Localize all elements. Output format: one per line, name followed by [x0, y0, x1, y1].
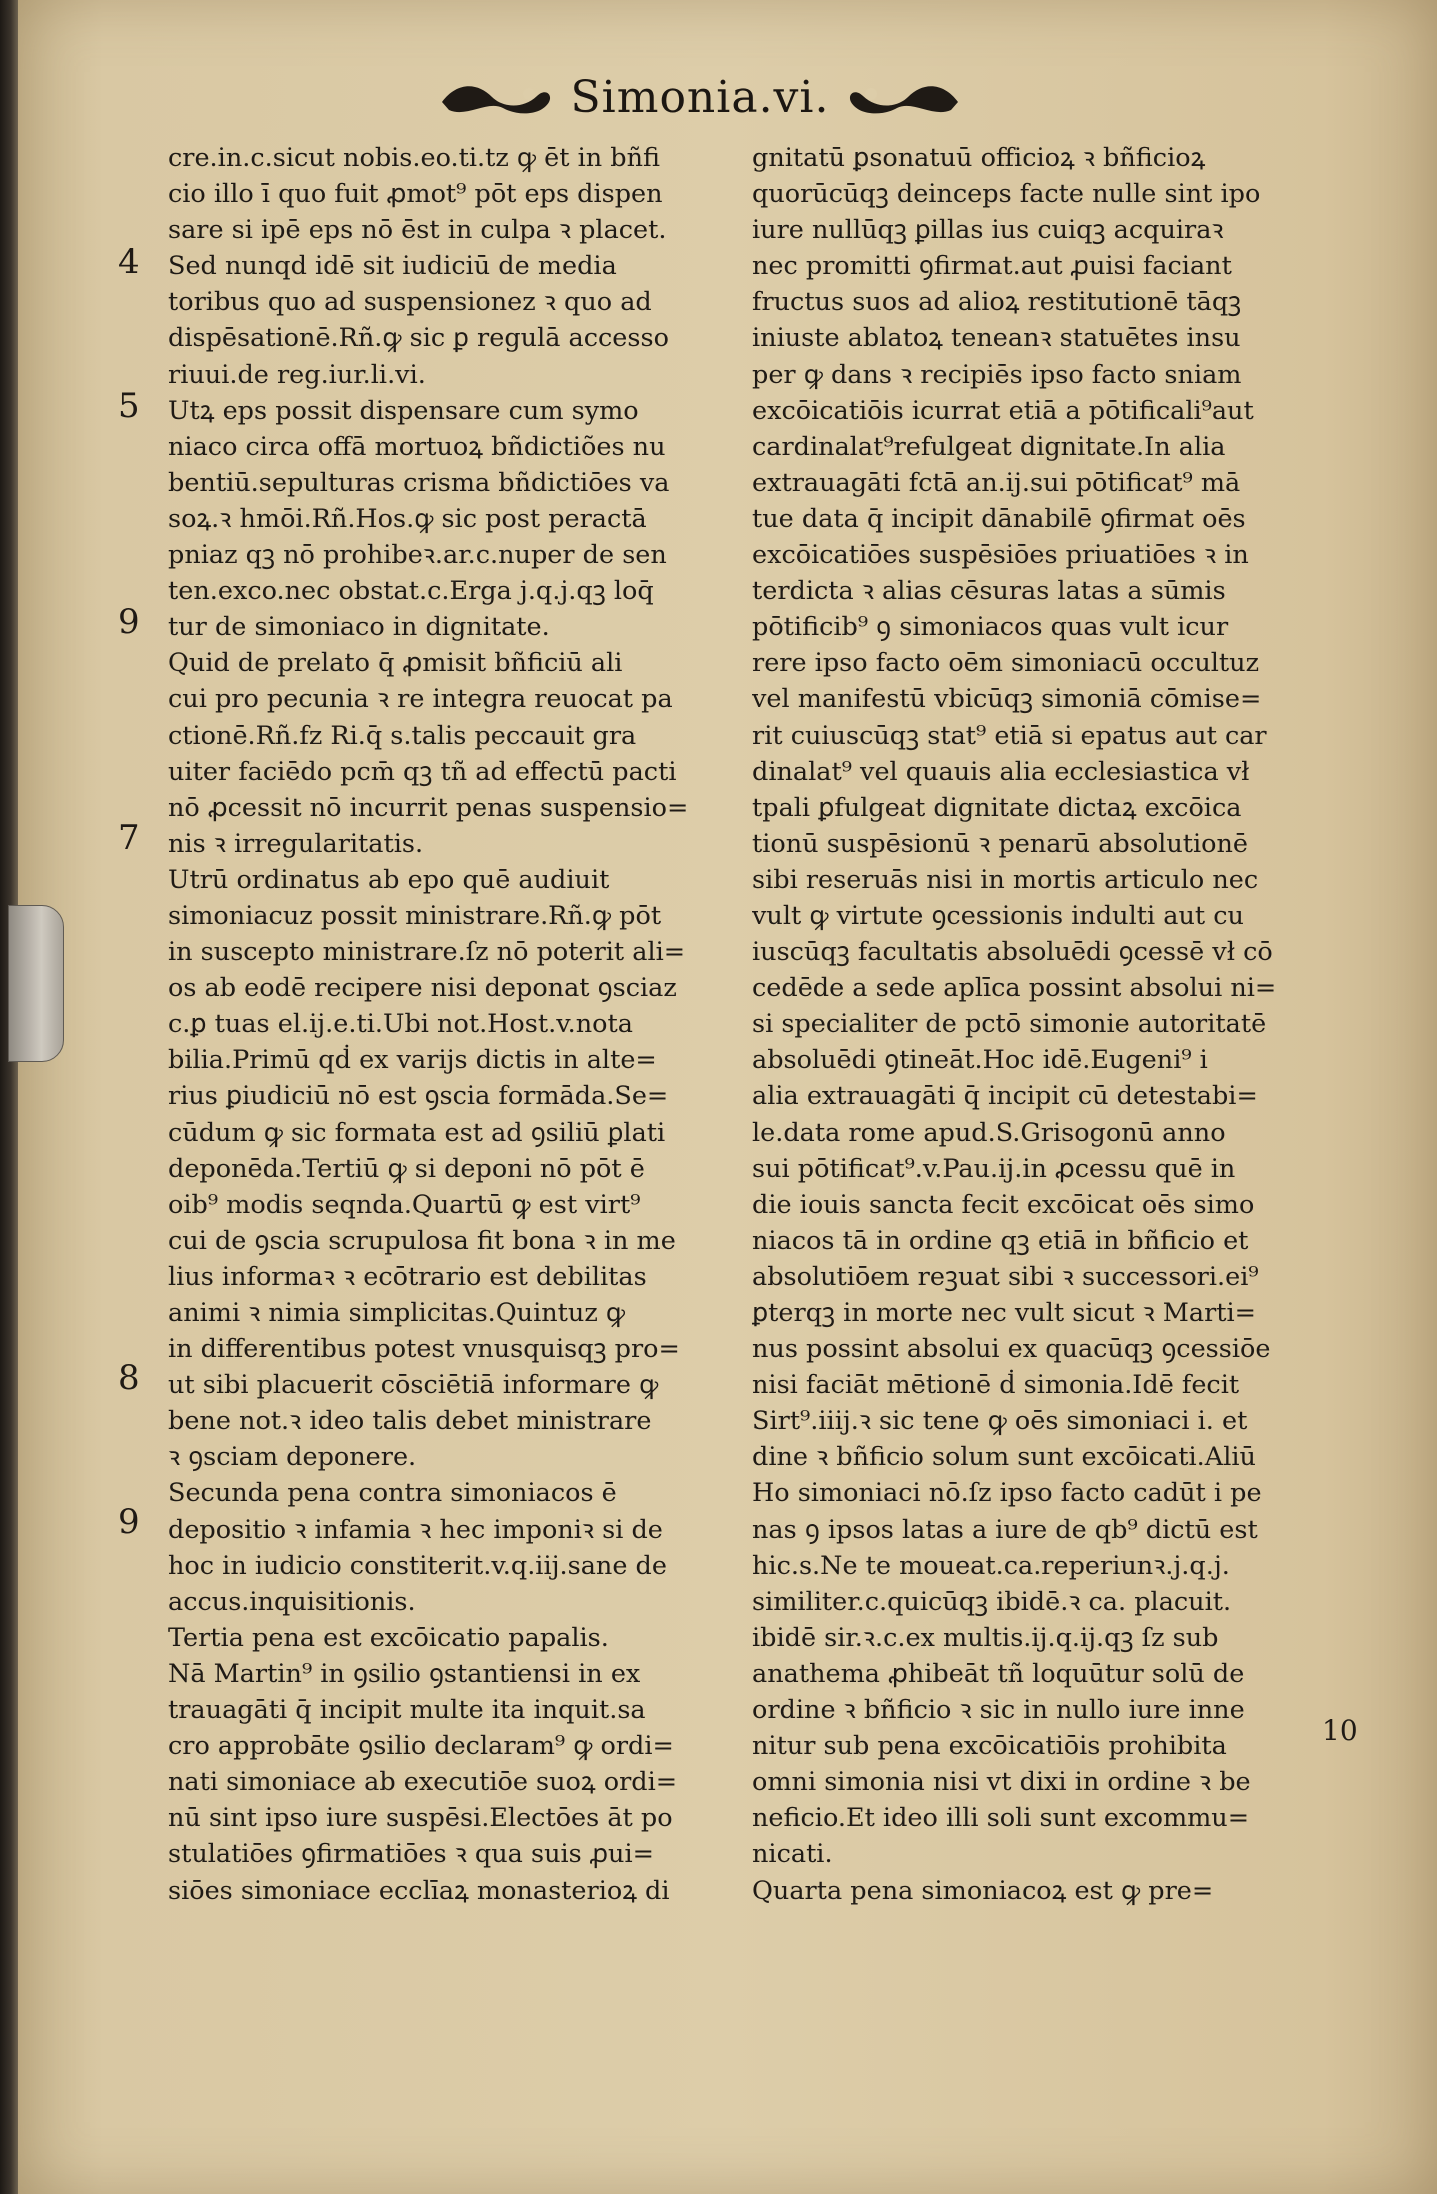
text-line: rit cuiuscūqꝫ stat⁹ etiā si epatus aut car	[752, 720, 1267, 751]
text-line: niacos tā in ordine qꝫ etiā in bñficio et	[752, 1225, 1249, 1256]
text-line: Secunda pena contra simoniacos ē	[168, 1478, 617, 1509]
text-line: per ꝙ dans ꝛ recipiēs ipso facto sniam	[752, 359, 1242, 390]
text-line: siōes simoniace ecclīaꝝ monasterioꝝ di	[168, 1875, 670, 1906]
text-line: in suscepto ministrare.ſz nō poterit ali=	[168, 937, 686, 968]
text-line: cūdum ꝙ sic formata est ad ꝯsiliū ꝑlati	[168, 1117, 666, 1148]
text-line: depositio ꝛ infamia ꝛ hec imponiꝛ si de	[168, 1514, 663, 1545]
page-title: Simonia.vi.	[570, 71, 830, 123]
text-line: niaco circa offā mortuoꝝ bñdictiões nu	[168, 431, 666, 462]
text-line: nas ꝯ ipsos latas a iure de qb⁹ dictū est	[752, 1514, 1258, 1545]
text-line: nicati.	[752, 1839, 833, 1870]
text-line: excōicatiōis icurrat etiā a pōtificali⁹aut	[752, 395, 1254, 426]
text-line: Sirt⁹.iiij.ꝛ sic tene ꝙ oēs simoniaci i. et	[752, 1406, 1248, 1437]
text-line: iure nullūqꝫ ꝑillas ius cuiqꝫ acquiraꝛ	[752, 215, 1224, 246]
text-line: accus.inquisitionis.	[168, 1586, 416, 1617]
folio-number: 10	[1322, 1714, 1358, 1747]
text-line: anathema ꝓhibeāt tñ loquūtur solū de	[752, 1658, 1245, 1689]
text-line: si specialiter de pctō simonie autoritatē	[752, 1009, 1267, 1040]
text-line: dinalat⁹ vel quauis alia ecclesiastica vł	[752, 756, 1250, 787]
text-line: hoc in iudicio constiterit.v.q.iij.sane de	[168, 1550, 667, 1581]
text-line: deponēda.Tertiū ꝙ si deponi nō pōt ē	[168, 1153, 645, 1184]
text-line: bilia.Primū qḋ ex varijs dictis in alte=	[168, 1045, 657, 1076]
text-line: cardinalat⁹refulgeat dignitate.In alia	[752, 431, 1226, 462]
text-line: rius ꝑiudiciū nō est ꝯscia formāda.Se=	[168, 1081, 669, 1112]
text-line: nisi faciāt mētionē ḋ simonia.Idē fecit	[752, 1370, 1240, 1401]
text-line: simoniacuz possit ministrare.Rñ.ꝙ pōt	[168, 900, 662, 931]
margin-number: 9	[118, 1502, 140, 1542]
margin-number: 5	[118, 386, 140, 426]
text-line: sui pōtificat⁹.v.Pau.ij.in ꝓcessu quē in	[752, 1153, 1236, 1184]
text-line: dispēsationē.Rñ.ꝙ sic ꝑ regulā accesso	[168, 323, 669, 354]
text-line: fructus suos ad alioꝝ restitutionē tāqꝫ	[752, 287, 1242, 318]
text-line: rere ipso facto oēm simoniacū occultuz	[752, 648, 1260, 679]
text-line: cedēde a sede aplīca possint absolui ni=	[752, 973, 1277, 1004]
text-line: vel manifestū vbicūqꝫ simoniā cōmise=	[752, 684, 1262, 715]
text-line: nec promitti ꝯfirmat.aut ꝓuisi faciant	[752, 251, 1232, 282]
running-header	[420, 62, 980, 132]
text-line: extrauagāti fctā an.ij.sui pōtificat⁹ mā	[752, 467, 1241, 498]
text-line: nis ꝛ irregularitatis.	[168, 828, 424, 859]
text-line: stulatiōes ꝯfirmatiōes ꝛ qua suis ꝓui=	[168, 1839, 654, 1870]
text-line: uiter faciēdo pcm̄ qꝫ tñ ad effectū pacti	[168, 756, 677, 787]
margin-number: 4	[118, 242, 140, 282]
text-line: oib⁹ modis seqnda.Quartū ꝙ est virt⁹	[168, 1189, 641, 1220]
text-line: nitur sub pena excōicatiōis prohibita	[752, 1731, 1227, 1762]
text-line: hic.s.Ne te moueat.ca.reperiunꝛ.j.q.j.	[752, 1550, 1230, 1581]
text-line: die iouis sancta fecit excōicat oēs simo	[752, 1189, 1255, 1220]
text-line: ꝛ ꝯsciam deponere.	[168, 1442, 417, 1473]
text-line: nū sint ipso iure suspēsi.Electōes āt po	[168, 1803, 673, 1834]
text-column-right	[752, 140, 1342, 1909]
text-line: toribus quo ad suspensionez ꝛ quo ad	[168, 287, 652, 318]
text-line: bentiū.sepulturas crisma bñdictiōes va	[168, 467, 670, 498]
text-line: Sed nunqd idē sit iudiciū de media	[168, 251, 617, 282]
text-line: quorūcūqꝫ deinceps facte nulle sint ipo	[752, 179, 1261, 210]
text-line: bene not.ꝛ ideo talis debet ministrare	[168, 1406, 652, 1437]
text-line: omni simonia nisi vt dixi in ordine ꝛ be	[752, 1767, 1251, 1798]
text-line: absolutiōem reꝫuat sibi ꝛ successori.ei⁹	[752, 1261, 1259, 1292]
text-line: dine ꝛ bñficio solum sunt excōicati.Aliū	[752, 1442, 1256, 1473]
text-line: soꝝ.ꝛ hmōi.Rñ.Hos.ꝙ sic post peractā	[168, 503, 647, 534]
text-line: tur de simoniaco in dignitate.	[168, 612, 550, 643]
text-line: sibi reseruās nisi in mortis articulo nec	[752, 864, 1259, 895]
text-line: pōtificib⁹ ꝯ simoniacos quas vult icur	[752, 612, 1229, 643]
text-line: cui pro pecunia ꝛ re integra reuocat pa	[168, 684, 673, 715]
text-line: trauagāti q̄ incipit multe ita inquit.sa	[168, 1695, 646, 1726]
text-line: nō ꝓcessit nō incurrit penas suspensio=	[168, 792, 689, 823]
text-line: ꝑterqꝫ in morte nec vult sicut ꝛ Marti=	[752, 1298, 1257, 1328]
text-line: Nā Martin⁹ in ꝯsilio ꝯstantiensi in ex	[168, 1658, 641, 1689]
text-line: tue data q̄ incipit dānabilē ꝯfirmat oēs	[752, 503, 1246, 534]
text-line: nati simoniace ab executiōe suoꝝ ordi=	[168, 1767, 678, 1798]
text-line: excōicatiōes suspēsiōes priuatiōes ꝛ in	[752, 540, 1249, 571]
text-line: iuscūqꝫ facultatis absoluēdi ꝯcessē vł cō	[752, 937, 1273, 968]
text-line: tionū suspēsionū ꝛ penarū absolutionē	[752, 828, 1249, 859]
text-line: ordine ꝛ bñficio ꝛ sic in nullo iure inne	[752, 1695, 1245, 1726]
text-line: Quid de prelato q̄ ꝓmisit bñficiū ali	[168, 648, 623, 679]
text-line: Utrū ordinatus ab epo quē audiuit	[168, 864, 610, 895]
text-line: absoluēdi ꝯtineāt.Hoc idē.Eugeni⁹ i	[752, 1045, 1208, 1076]
text-line: cui de ꝯscia scrupulosa fit bona ꝛ in me	[168, 1225, 676, 1256]
text-line: os ab eodē recipere nisi deponat ꝯsciaz	[168, 973, 677, 1004]
text-line: neficio.Et ideo illi soli sunt excommu=	[752, 1803, 1250, 1834]
fleuron-right-icon	[843, 72, 963, 122]
text-line: vult ꝙ virtute ꝯcessionis indulti aut cu	[752, 900, 1244, 931]
margin-number: 7	[118, 818, 140, 858]
text-line: cre.in.c.sicut nobis.eo.ti.tz ꝙ ēt in bñfi	[168, 143, 661, 173]
text-line: riuui.de reg.iur.li.vi.	[168, 359, 426, 390]
text-line: cro approbāte ꝯsilio declaram⁹ ꝙ ordi=	[168, 1731, 674, 1762]
text-line: ibidē sir.ꝛ.c.ex multis.ij.q.ij.qꝫ ſz sub	[752, 1622, 1219, 1653]
book-binding	[0, 0, 18, 2194]
text-line: in differentibus potest vnusquisqꝫ pro=	[168, 1334, 680, 1365]
text-line: tpali ꝑfulgeat dignitate dictaꝝ excōica	[752, 792, 1242, 823]
text-line: ctionē.Rñ.fz Ri.q̄ s.talis peccauit gra	[168, 720, 637, 751]
text-line: pniaz qꝫ nō prohibeꝛ.ar.c.nuper de sen	[168, 540, 667, 571]
text-line: nus possint absolui ex quacūqꝫ ꝯcessiōe	[752, 1334, 1271, 1365]
margin-number: 8	[118, 1358, 140, 1398]
text-line: similiter.c.quicūqꝫ ibidē.ꝛ ca. placuit.	[752, 1586, 1232, 1617]
text-line: Ho simoniaci nō.ſz ipso facto cadūt i pe	[752, 1478, 1262, 1509]
page-clip	[8, 905, 64, 1062]
text-line: Tertia pena est excōicatio papalis.	[168, 1622, 609, 1653]
text-line: gnitatū ꝑsonatuū officioꝝ ꝛ bñficioꝝ	[752, 143, 1206, 173]
text-column-left	[168, 140, 738, 1909]
text-line: Quarta pena simoniacoꝝ est ꝙ pre=	[752, 1875, 1214, 1906]
text-line: cio illo ī quo fuit ꝓmot⁹ pōt eps dispen	[168, 179, 663, 210]
text-line: sare si ipē eps nō ēst in culpa ꝛ placet.	[168, 215, 667, 246]
text-line: animi ꝛ nimia simplicitas.Quintuz ꝙ	[168, 1298, 626, 1328]
text-line: Utꝝ eps possit dispensare cum symo	[168, 395, 639, 426]
text-line: lius informaꝛ ꝛ ecōtrario est debilitas	[168, 1261, 647, 1292]
margin-number: 9	[118, 602, 140, 642]
text-line: iniuste ablatoꝝ teneanꝛ statuētes insu	[752, 323, 1241, 354]
text-line: c.ꝑ tuas el.ij.e.ti.Ubi not.Host.v.nota	[168, 1009, 633, 1040]
text-line: alia extrauagāti q̄ incipit cū detestabi=	[752, 1081, 1258, 1112]
text-line: terdicta ꝛ alias cēsuras latas a sūmis	[752, 576, 1226, 607]
fleuron-left-icon	[437, 72, 557, 122]
text-line: ten.exco.nec obstat.c.Erga j.q.j.qꝫ loq̄	[168, 576, 654, 607]
text-line: le.data rome apud.S.Grisogonū anno	[752, 1117, 1226, 1148]
text-line: ut sibi placuerit cōsciētiā informare ꝙ	[168, 1370, 659, 1401]
